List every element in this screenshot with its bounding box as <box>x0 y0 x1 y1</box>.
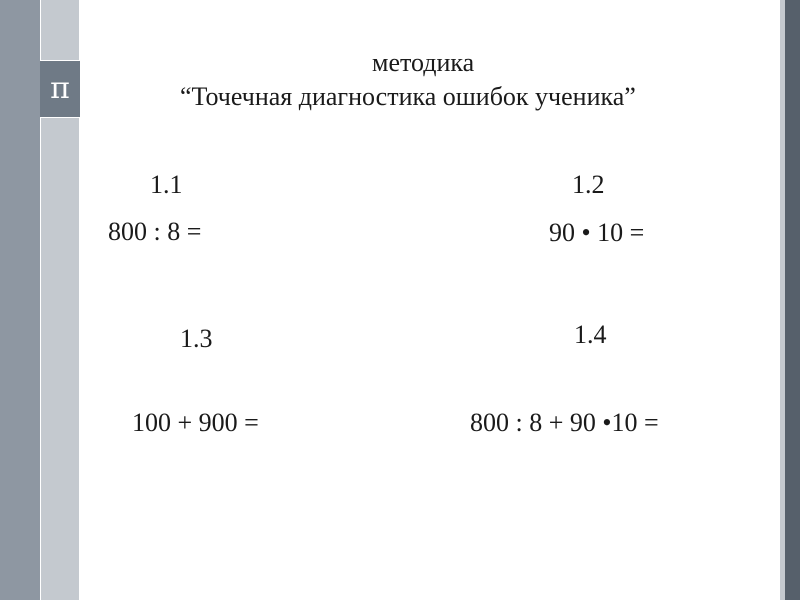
slide-title-method: методика <box>372 48 475 77</box>
task-1-4-expression: 800 : 8 + 90 •10 = <box>470 408 659 437</box>
task-1-3-expression: 100 + 900 = <box>132 408 259 437</box>
left-dark-stripe <box>0 0 40 600</box>
right-decorative-band <box>780 0 800 600</box>
right-light-stripe <box>780 0 785 600</box>
task-1-3-label: 1.3 <box>180 324 213 353</box>
task-1-2-label: 1.2 <box>572 170 605 199</box>
task-1-2-expression: 90 • 10 = <box>549 218 645 247</box>
task-1-1-label: 1.1 <box>150 170 183 199</box>
task-1-1-expression: 800 : 8 = <box>108 217 202 246</box>
pi-badge <box>40 60 80 118</box>
pi-icon: π <box>50 71 70 106</box>
task-1-4-label: 1.4 <box>574 320 607 349</box>
slide-title-diagnostic: “Точечная диагностика ошибок ученика” <box>180 82 636 111</box>
